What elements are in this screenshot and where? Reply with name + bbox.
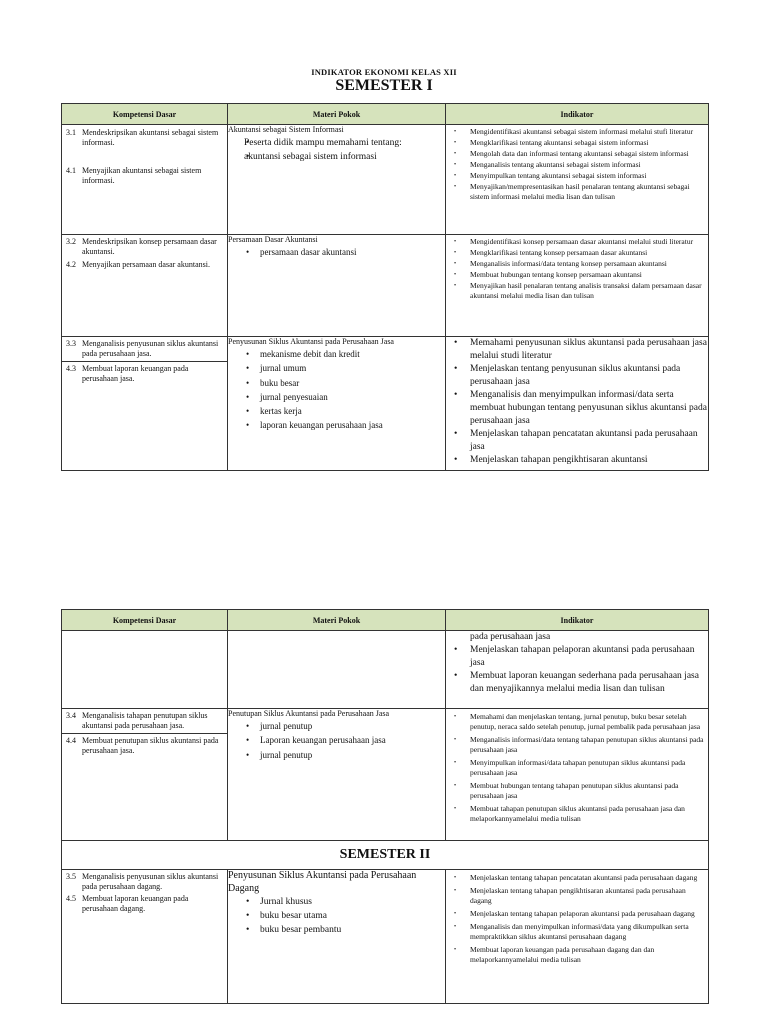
indikator-cell: [446, 125, 709, 235]
table-row: [62, 631, 709, 709]
header-indikator: Indikator: [446, 104, 709, 125]
kompetensi-dasar-cell: [62, 125, 228, 235]
materi-pokok-cell: [228, 631, 446, 709]
table-row: [62, 870, 709, 1004]
list-item: • Menganalisis dan menyimpulkan informasi/data serta membuat hubungan tentang penyusunan siklus akuntansi pada perusahaan jasa: [446, 389, 708, 428]
indikator-cell: [446, 337, 709, 471]
indikator-list: [446, 631, 708, 696]
kd-text: Menganalisis penyusunan siklus akuntansi pada perusahaan jasa.: [82, 339, 219, 358]
kd-text: Mendeskripsikan konsep persamaan dasar akuntansi.: [82, 237, 217, 256]
kd-text: Membuat laporan keuangan pada perusahaan jasa.: [82, 364, 189, 383]
header-materi-pokok: Materi Pokok: [228, 104, 446, 125]
kd-text: Membuat laporan keuangan pada perusahaan dagang.: [82, 894, 189, 913]
indikator-cell: [446, 870, 709, 1004]
kd-item: [62, 362, 227, 384]
list-item: • kertas kerja: [228, 404, 445, 418]
kd-number: 3.3: [66, 339, 76, 348]
list-item: • jurnal penyesuaian: [228, 390, 445, 404]
list-item: • Menganalisis dan menyimpulkan informasi/data yang dikumpulkan serta mempraktikkan siklus akuntansi perusahaan dagang: [446, 922, 708, 942]
list-item: • Menyimpulkan informasi/data tahapan penutupan siklus akuntansi pada perusahaan jasa: [446, 758, 708, 778]
kd-number: 3.5: [66, 872, 76, 881]
kd-number: 4.3: [66, 364, 76, 373]
list-item: • buku besar: [228, 376, 445, 390]
materi-pokok-cell: [228, 235, 446, 337]
list-item: • Membuat hubungan tentang tahapan penutupan siklus akuntansi pada perusahaan jasa: [446, 781, 708, 801]
materi-list: [228, 245, 445, 259]
indikator-cell: [446, 709, 709, 841]
list-item: • Menjelaskan tahapan pencatatan akuntansi pada perusahaan jasa: [446, 428, 708, 454]
list-item: • Menjelaskan tentang tahapan pengikhtisaran akuntansi pada perusahaan dagang: [446, 886, 708, 906]
kd-item: [62, 257, 227, 270]
header-materi-pokok: Materi Pokok: [228, 610, 446, 631]
table-row: [62, 235, 709, 337]
materi-list: [228, 347, 445, 433]
kd-number: 4.2: [66, 260, 76, 269]
kompetensi-dasar-cell: [62, 709, 228, 841]
materi-pokok-cell: [228, 337, 446, 471]
kd-number: 3.4: [66, 711, 76, 720]
list-item: • Mengolah data dan informasi tentang akuntansi sebagai sistem informasi: [446, 149, 708, 159]
list-item: • Membuat hubungan tentang konsep persamaan akuntansi: [446, 270, 708, 280]
kd-number: 4.1: [66, 166, 76, 175]
list-item: • Menganalisis informasi/data tentang konsep persamaan akuntansi: [446, 259, 708, 269]
table-header-row: [62, 104, 709, 125]
table-row: [62, 709, 709, 841]
header-indikator: Indikator: [446, 610, 709, 631]
list-item: • akuntansi sebagai sistem informasi: [228, 150, 445, 164]
list-item: • Membuat tahapan penutupan siklus akuntansi pada perusahaan jasa dan melaporkannyamelalui media tulisan: [446, 804, 708, 824]
list-item: • persamaan dasar akuntansi: [228, 245, 445, 259]
list-item: • Jurnal khusus: [228, 895, 445, 909]
kd-number: 3.1: [66, 128, 76, 137]
kd-item: [62, 709, 227, 733]
materi-title: Penutupan Siklus Akuntansi pada Perusahaan Jasa: [228, 709, 390, 718]
kd-text: Menyajikan persamaan dasar akuntansi.: [82, 260, 210, 269]
list-item: • Menjelaskan tentang tahapan pelaporan akuntansi pada perusahaan dagang: [446, 909, 708, 919]
kd-text: Menyajikan akuntansi sebagai sistem informasi.: [82, 166, 202, 185]
materi-pokok-cell: [228, 870, 446, 1004]
document-subtitle: INDIKATOR EKONOMI KELAS XII: [311, 67, 457, 77]
indikator-cell: [446, 631, 709, 709]
kd-item: [62, 870, 227, 892]
list-item: • Menganalisis tentang akuntansi sebagai sistem informasi: [446, 160, 708, 170]
kd-text: Menganalisis penyusunan siklus akuntansi pada perusahaan dagang.: [82, 872, 219, 891]
indikator-list: [446, 237, 708, 301]
semester-row: [62, 841, 709, 870]
list-item: • Laporan keuangan perusahaan jasa: [228, 733, 445, 747]
materi-title: Penyusunan Siklus Akuntansi pada Perusahaan Jasa: [228, 337, 394, 346]
materi-title: Penyusunan Siklus Akuntansi pada Perusahaan Dagang: [228, 870, 417, 894]
list-item: • jurnal penutup: [228, 748, 445, 762]
kd-number: 4.4: [66, 736, 76, 745]
list-item: • Menyajikan hasil penalaran tentang analisis transaksi dalam persamaan dasar akuntansi melalui media lisan dan tulisan: [446, 281, 708, 301]
kd-item: [62, 125, 227, 148]
kompetensi-dasar-cell: [62, 870, 228, 1004]
list-item: • Mengidentifikasi akuntansi sebagai sistem informasi melalui stufi literatur: [446, 127, 708, 137]
kompetensi-dasar-cell: [62, 337, 228, 471]
indikator-list: [446, 337, 708, 467]
list-item: • Menjelaskan tahapan pelaporan akuntansi pada perusahaan jasa: [446, 644, 708, 670]
kd-item: [62, 337, 227, 361]
kd-item: [62, 148, 227, 186]
kd-text: Membuat penutupan siklus akuntansi pada perusahaan jasa.: [82, 736, 219, 755]
materi-title: Akuntansi sebagai Sistem Informasi: [228, 125, 344, 134]
list-item-continuation: pada perusahaan jasa: [470, 632, 551, 642]
semester-2-title: SEMESTER II: [62, 841, 709, 870]
kompetensi-dasar-cell: [62, 235, 228, 337]
indikator-list: [446, 127, 708, 202]
list-item: • buku besar pembantu: [228, 923, 445, 937]
header-kompetensi-dasar: Kompetensi Dasar: [62, 610, 228, 631]
list-item: • Mengklarifikasi tentang konsep persamaan dasar akuntansi: [446, 248, 708, 258]
indikator-cell: [446, 235, 709, 337]
list-item: • jurnal umum: [228, 361, 445, 375]
materi-list: [228, 895, 445, 937]
kompetensi-dasar-cell: [62, 631, 228, 709]
list-item: • Mengklarifikasi tentang akuntansi sebagai sistem informasi: [446, 138, 708, 148]
kd-text: Menganalisis tahapan penutupan siklus akuntansi pada perusahaan jasa.: [82, 711, 208, 730]
list-item: • buku besar utama: [228, 909, 445, 923]
table-row: [62, 125, 709, 235]
table-row: [62, 337, 709, 471]
kd-item: [62, 892, 227, 914]
semester-1-title: SEMESTER I: [335, 77, 433, 94]
list-item: • Memahami penyusunan siklus akuntansi pada perusahaan jasa melalui studi literatur: [446, 337, 708, 363]
kd-text: Mendeskripsikan akuntansi sebagai sistem informasi.: [82, 128, 219, 147]
indikator-list: [446, 873, 708, 965]
list-item: • Memahami dan menjelaskan tentang, jurnal penutup, buku besar setelah penutup, neraca saldo setelah penutup, jurnal pembalik pada perusahaan jasa: [446, 712, 708, 732]
materi-pokok-cell: [228, 125, 446, 235]
list-item: • jurnal penutup: [228, 719, 445, 733]
indicator-table-1: [61, 103, 709, 471]
materi-pokok-cell: [228, 709, 446, 841]
kd-item: [62, 734, 227, 756]
list-item: • Menjelaskan tentang tahapan pencatatan akuntansi pada perusahaan dagang: [446, 873, 708, 883]
materi-list: [228, 719, 445, 762]
table-header-row: [62, 610, 709, 631]
list-item: • Membuat laporan keuangan sederhana pada perusahaan jasa dan menyajikannya melalui media lisan dan tulisan: [446, 670, 708, 696]
list-item: • mekanisme debit dan kredit: [228, 347, 445, 361]
kd-number: 3.2: [66, 237, 76, 246]
list-item: • laporan keuangan perusahaan jasa: [228, 418, 445, 432]
indicator-table-2: [61, 609, 709, 1004]
list-item: • Peserta didik mampu memahami tentang:: [228, 136, 445, 150]
list-item: • Menganalisis informasi/data tentang tahapan penutupan siklus akuntansi pada perusahaan jasa: [446, 735, 708, 755]
list-item: • Mengidentifikasi konsep persamaan dasar akuntansi melalui studi literatur: [446, 237, 708, 247]
kd-item: [62, 235, 227, 257]
header-kompetensi-dasar: Kompetensi Dasar: [62, 104, 228, 125]
list-item: • Menyajikan/mempresentasikan hasil penalaran tentang akuntansi sebagai sistem informasi melalui media lisan dan tulisan: [446, 182, 708, 202]
list-item: • Membuat laporan keuangan pada perusahaan dagang dan dan melaporkannyamelalui media tulisan: [446, 945, 708, 965]
materi-list: [228, 136, 445, 164]
list-item: • Menjelaskan tentang penyusunan siklus akuntansi pada perusahaan jasa: [446, 363, 708, 389]
kd-number: 4.5: [66, 894, 76, 903]
list-item: • Menjelaskan tahapan pengikhtisaran akuntansi: [446, 454, 708, 467]
list-item: • Menyimpulkan tentang akuntansi sebagai sistem informasi: [446, 171, 708, 181]
materi-title: Persamaan Dasar Akuntansi: [228, 235, 318, 244]
indikator-list: [446, 712, 708, 824]
